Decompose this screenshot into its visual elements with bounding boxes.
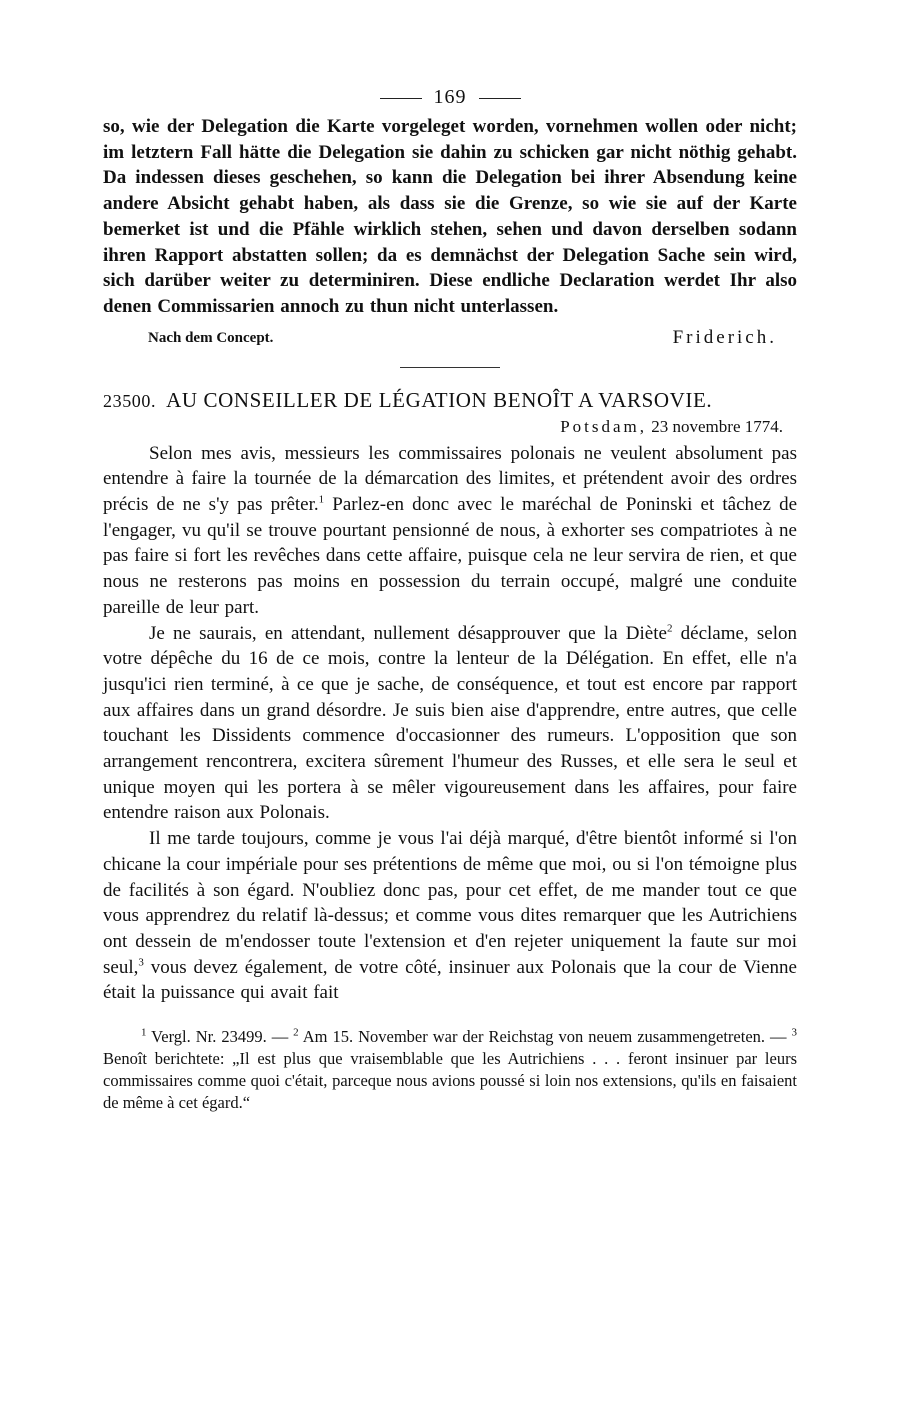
- paragraph-3: [103, 826, 797, 1006]
- footnotes: [103, 1026, 797, 1114]
- letter-number: 23500.: [103, 390, 157, 411]
- dateline: [103, 417, 797, 437]
- footnote-ref-3: 3: [138, 956, 144, 969]
- source-note: Nach dem Concept.: [148, 329, 274, 346]
- paragraph-1-text-b: Parlez-en donc avec le maréchal de Poninski et tâchez de l'engager, vu qu'il se trouve pourtant pensionné de nous, à exhorter ses compatriotes à ne pas faire si fort les revêches dans cette affaire, puisque cela ne leur servira de rien, et que nous ne resterons pas moins en possession du terrain occupé, malgré une conduite pareille de leur part.: [103, 494, 797, 618]
- source-signature-line: [103, 327, 797, 349]
- dateline-date: 23 novembre 1774.: [651, 416, 783, 436]
- header-rule-left: [380, 98, 422, 99]
- paragraph-2-text-b: déclame, selon votre dépêche du 16 de ce mois, contre la lenteur de la Délégation. En effet, elle n'a jusqu'ici rien terminé, à ce que je sache, de conséquence, et tout est encore par rapport aux affaires dans un grand désordre. Je suis bien aise d'apprendre, entre autres, que celle touchant les Dissidents commence d'occasionner des rumeurs. L'opposition que son arrangement rencontrera, excitera sûrement l'humeur des Russes, et elle sera le seul et unique moyen qui les portera à se mêler vigoureusement dans les affaires, pour faire entendre raison aux Polonais.: [103, 622, 797, 824]
- letter-heading: [103, 388, 797, 413]
- footnote-ref-1: 1: [318, 493, 325, 506]
- footnote-mark-2: 2: [293, 1026, 299, 1039]
- footnote-mark-1: 1: [141, 1026, 147, 1039]
- letter-body: [103, 441, 797, 1006]
- paragraph-2: [103, 621, 797, 827]
- footnote-3: Benoît berichtete: „Il est plus que vraisemblable que les Autrichiens . . . feront insinuer par leurs commissaires comme quoi c'était, parceque nous avions poussé si loin nos extensions, qu'ils en faisaient de même à cet égard.“: [103, 1049, 797, 1113]
- header-rule-right: [479, 98, 521, 99]
- paragraph-1-text-a: Selon mes avis, messieurs les commissaires polonais ne veulent absolument pas entendre à faire la tournée de la démarcation des limites, et prétendent avoir des ordres précis de ne s'y pas prêter.: [103, 442, 797, 516]
- dateline-place: Potsdam,: [560, 416, 648, 436]
- paragraph-2-text-a: Je ne saurais, en attendant, nullement désapprouver que la Diète: [149, 622, 667, 644]
- paragraph-1: [103, 441, 797, 621]
- page-header: [103, 80, 797, 114]
- footnote-2: Am 15. November war der Reichstag von neuem zusammengetreten. —: [298, 1027, 792, 1047]
- section-separator: [400, 367, 500, 368]
- footnote-mark-3: 3: [791, 1026, 797, 1039]
- paragraph-3-text-a: Il me tarde toujours, comme je vous l'ai déjà marqué, d'être bientôt informé si l'on chicane la cour impériale pour ses prétentions de même que moi, ou si l'on témoigne plus de facilités à son égard. N'oubliez donc pas, pour cet effet, de me mander tout ce que vous apprendrez du relatif là-dessus; et comme vous dites remarquer que les Autrichiens ont dessein de m'endosser toute l'extension et d'en rejeter uniquement la faute sur moi seul,: [103, 828, 797, 978]
- footnote-block: [103, 1026, 797, 1114]
- signature: Friderich.: [672, 326, 777, 348]
- letter-title: AU CONSEILLER DE LÉGATION BENOÎT A VARSOVIE.: [166, 387, 713, 412]
- footnote-ref-2: 2: [666, 622, 673, 635]
- paragraph-3-text-b: vous devez également, de votre côté, insinuer aux Polonais que la cour de Vienne était la puissance qui avait fait: [103, 956, 797, 1004]
- continuation-paragraph: so, wie der Delegation die Karte vorgeleget worden, vornehmen wollen oder nicht; im letztern Fall hätte die Delegation sie dahin zu schicken gar nicht nöthig gehabt. Da indessen dieses geschehen, so kann die Delegation bei ihrer Absendung keine andere Absicht gehabt haben, als dass sie die Grenze, so wie sie auf der Karte bemerket ist und die Pfähle wirklich stehen, sehen und davon derselben sodann ihren Rapport abstatten sollen; da es demnächst der Delegation Sache sein wird, sich darüber weiter zu determiniren. Diese endliche Declaration werdet Ihr also denen Commissarien annoch zu thun nicht unterlassen.: [103, 116, 797, 317]
- page-number: 169: [433, 86, 467, 108]
- previous-letter-ending: [103, 114, 797, 320]
- document-page: [103, 80, 797, 1114]
- footnote-1: Vergl. Nr. 23499. —: [146, 1027, 294, 1047]
